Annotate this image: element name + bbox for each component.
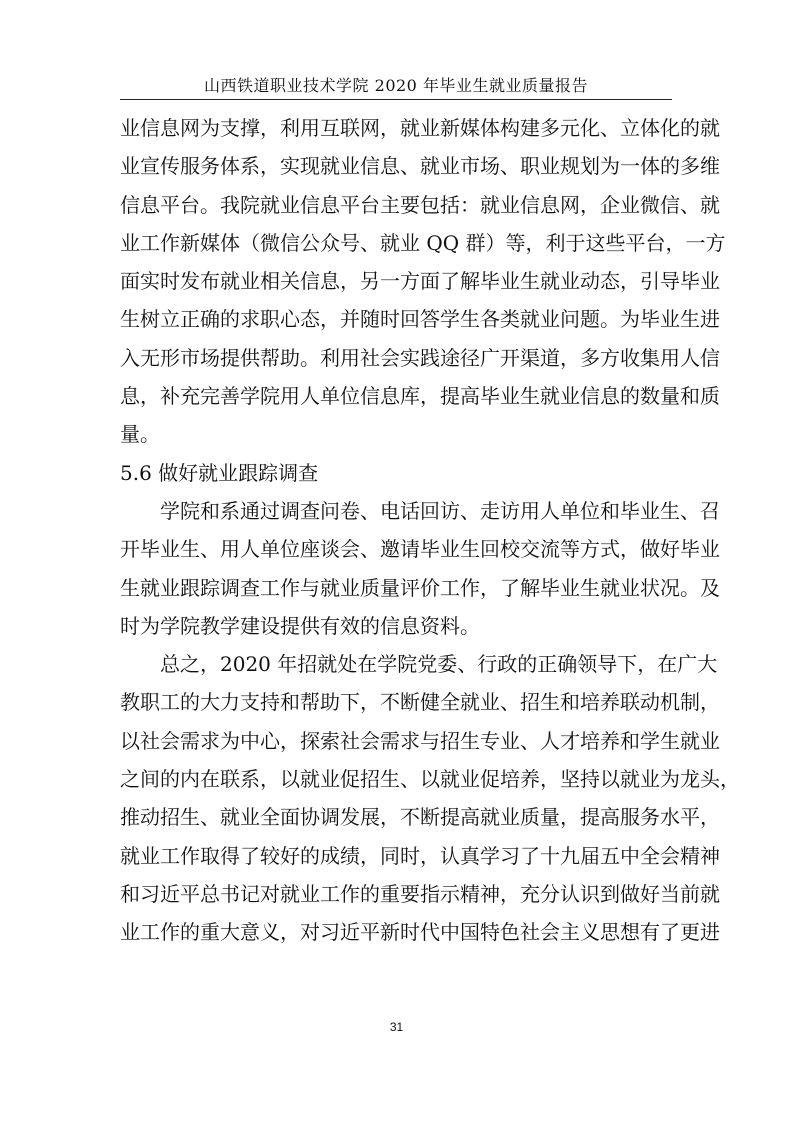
text-line: 推动招生、就业全面协调发展，不断提高就业质量，提高服务水平， <box>120 805 720 830</box>
text-line: 业工作的重大意义，对习近平新时代中国特色社会主义思想有了更进 <box>120 920 720 945</box>
text-line: 业工作新媒体（微信公众号、就业 QQ 群）等，利于这些平台，一方 <box>120 230 726 255</box>
text-line: 开毕业生、用人单位座谈会、邀请毕业生回校交流等方式，做好毕业 <box>120 537 720 562</box>
text-line: 生就业跟踪调查工作与就业质量评价工作，了解毕业生就业状况。及 <box>120 575 720 600</box>
text-line: 息，补充完善学院用人单位信息库，提高毕业生就业信息的数量和质 <box>120 384 720 409</box>
text-line: 入无形市场提供帮助。利用社会实践途径广开渠道，多方收集用人信 <box>120 345 720 370</box>
text-line: 就业工作取得了较好的成绩，同时，认真学习了十九届五中全会精神 <box>120 843 720 868</box>
text-line: 和习近平总书记对就业工作的重要指示精神，充分认识到做好当前就 <box>120 881 720 906</box>
section-heading: 5.6 做好就业跟踪调查 <box>120 460 319 485</box>
page-number: 31 <box>389 1020 404 1034</box>
text-line: 业信息网为支撑，利用互联网，就业新媒体构建多元化、立体化的就 <box>120 116 720 140</box>
text-line: 学院和系通过调查问卷、电话回访、走访用人单位和毕业生、召 <box>120 498 720 523</box>
text-line: 量。 <box>120 422 160 447</box>
text-line: 时为学院教学建设提供有效的信息资料。 <box>120 613 480 638</box>
text-line: 教职工的大力支持和帮助下，不断健全就业、招生和培养联动机制， <box>120 690 720 715</box>
text-line: 信息平台。我院就业信息平台主要包括：就业信息网，企业微信、就 <box>120 192 720 217</box>
text-line: 之间的内在联系，以就业促招生、以就业促培养，坚持以就业为龙头， <box>120 767 740 792</box>
body-text <box>120 109 740 952</box>
text-line: 总之，2020 年招就处在学院党委、行政的正确领导下，在广大 <box>120 652 718 677</box>
header-rule <box>120 99 672 100</box>
text-line: 业宣传服务体系，实现就业信息、就业市场、职业规划为一体的多维 <box>120 154 720 179</box>
text-line: 生树立正确的求职心态，并随时回答学生各类就业问题。为毕业生进 <box>120 307 720 332</box>
running-header: 山西铁道职业技术学院 2020 年毕业生就业质量报告 <box>204 76 588 95</box>
text-line: 以社会需求为中心，探索社会需求与招生专业、人才培养和学生就业 <box>120 728 720 753</box>
text-line: 面实时发布就业相关信息，另一方面了解毕业生就业动态，引导毕业 <box>120 269 720 294</box>
